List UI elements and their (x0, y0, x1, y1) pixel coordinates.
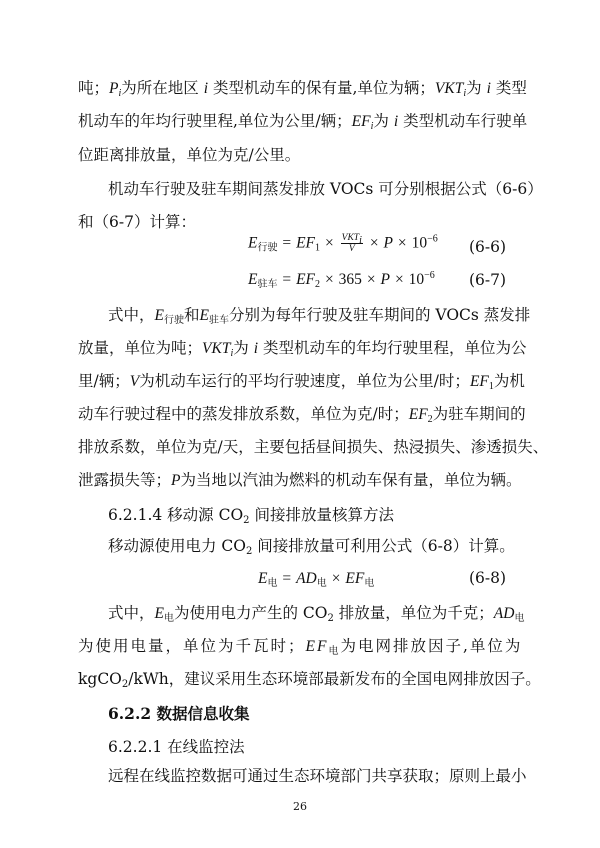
text-line: 式中，$E_{行驶}$和$E_{驻车}$分别为每年行驶及驻车期间的 VOCs 蒸发排 (108, 306, 531, 326)
text-line: 动车行驶过程中的蒸发排放系数，单位为克/时；$EF_2$为驻车期间的 (78, 405, 526, 425)
page-number: 26 (293, 800, 307, 813)
text-line: 放量，单位为吨；$VKT_i$为 i 类型机动车的年均行驶里程，单位为公 (78, 339, 527, 359)
equation-number: (6-7) (469, 271, 507, 289)
text-line: 远程在线监控数据可通过生态环境部门共享获取；原则上最小 (108, 767, 527, 785)
equation-6-6: $E_{行驶} = EF_1$ × $\frac{VKT_i}{V}$ × $P \times 10^{-6}$ (248, 233, 438, 254)
text-line: 移动源使用电力 $CO_2$ 间接排放量可利用公式（6-8）计算。 (108, 537, 515, 557)
text-line: 机动车的年均行驶里程,单位为公里/辆；$EF_i$为 i 类型机动车行驶单 (78, 112, 528, 132)
text-line: 式中，$E_电$为使用电力产生的 $CO_2$ 排放量，单位为千克；$AD_电$ (108, 604, 525, 624)
fraction: $\frac{VKT_i}{V}$ (341, 233, 362, 254)
text-line: 泄露损失等；P为当地以汽油为燃料的机动车保有量，单位为辆。 (78, 471, 522, 489)
equation-number: (6-8) (469, 569, 507, 587)
text-line: 里/辆；V为机动车运行的平均行驶速度，单位为公里/时；$EF_1$为机 (78, 372, 525, 392)
text-line: 为使用电量，单位为千瓦时；$EF_电$为电网排放因子,单位为 (78, 637, 523, 657)
section-heading-6-2-1-4: 6.2.1.4 移动源 $CO_2$ 间接排放量核算方法 (108, 506, 394, 526)
text-line: kgCO$_2$/kWh，建议采用生态环境部最新发布的全国电网排放因子。 (78, 670, 541, 690)
equation-6-7: $E_{驻车} = EF_2 \times 365 \times P \times 10^{-6}$ (248, 270, 435, 290)
section-heading-6-2-2: 6.2.2 数据信息收集 (108, 704, 250, 723)
text-line: 排放系数，单位为克/天，主要包括昼间损失、热浸损失、渗透损失、 (78, 438, 549, 456)
section-heading-6-2-2-1: 6.2.2.1 在线监控法 (108, 738, 245, 756)
text-line: 吨；$P_i$为所在地区 i 类型机动车的保有量,单位为辆；$VKT_i$为 i 类型 (78, 79, 527, 99)
text-line: 和（6-7）计算： (78, 213, 196, 231)
equation-6-8: $E_电 = AD_电 \times EF_电$ (258, 570, 375, 589)
text-line: 位距离排放量，单位为克/公里。 (78, 146, 301, 164)
text-line: 机动车行驶及驻车期间蒸发排放 VOCs 可分别根据公式（6-6） (108, 180, 543, 198)
equation-number: (6-6) (469, 238, 507, 256)
